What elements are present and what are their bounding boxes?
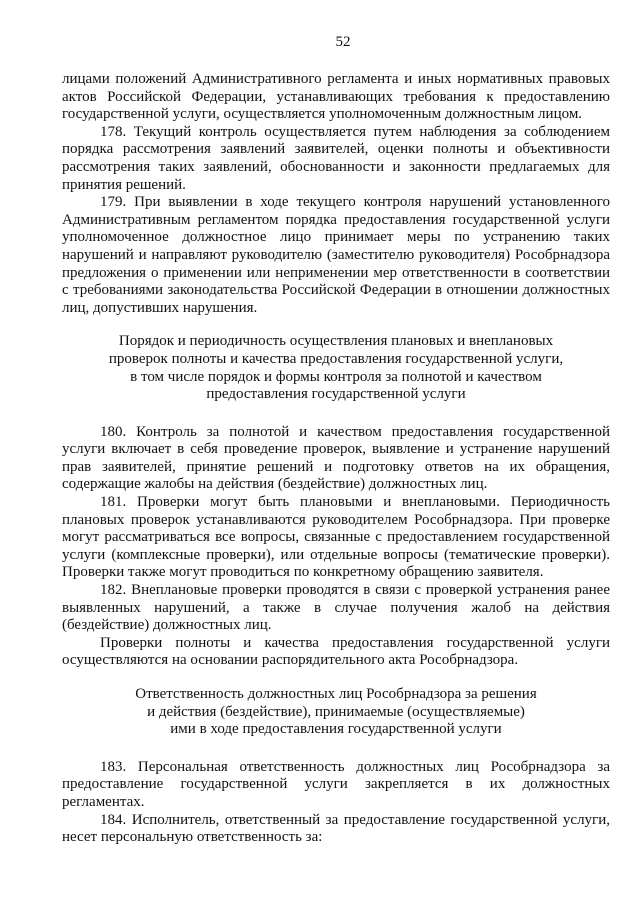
paragraph-181: 181. Проверки могут быть плановыми и внеплановыми. Периодичность плановых проверок устанавливаются руководителем Рособрнадзора. При проверке могут рассматриваться все вопросы, связанные с предоставлением государственной услуги (комплексные проверки), или отдельные вопросы (тематические проверки). Проверки также могут проводиться по конкретному обращению заявителя. (62, 494, 610, 581)
heading-line: Порядок и периодичность осуществления плановых и внеплановых (118, 333, 554, 350)
paragraph-183: 183. Персональная ответственность должностных лиц Рособрнадзора за предоставление государственной услуги закрепляется в их должностных регламентах. (62, 758, 610, 810)
heading-line: в том числе порядок и формы контроля за полнотой и качеством (130, 368, 542, 385)
page-number: 52 (335, 34, 351, 50)
heading-line: Ответственность должностных лиц Рособрнадзора за решения (135, 686, 537, 702)
heading-line: проверок полноты и качества предоставления государственной услуги, (108, 350, 564, 367)
paragraph-184: 184. Исполнитель, ответственный за предоставление государственной услуги, несет персональную ответственность за: (62, 811, 610, 846)
paragraph-inspection-basis: Проверки полноты и качества предоставления государственной услуги осуществляются на основании распорядительного акта Рособрнадзора. (62, 634, 610, 669)
heading-line: ими в ходе предоставления государственной услуги (170, 721, 502, 738)
paragraph-continuation: лицами положений Административного регламента и иных нормативных правовых актов Российской Федерации, устанавливающих требования к предоставлению государственной услуги, осуществляется уполномоченным должностным лицом. (62, 71, 610, 123)
paragraph-178: 178. Текущий контроль осуществляется путем наблюдения за соблюдением порядка рассмотрения заявлений заявителей, оценки полноты и объективности рассмотрения таких заявлений, обоснованности и законности предлагаемых для принятия решений. (62, 123, 610, 193)
paragraph-179: 179. При выявлении в ходе текущего контроля нарушений установленного Административным регламентом порядка предоставления государственной услуги уполномоченное должностное лицо принимает меры по устранению таких нарушений и направляют руководителю (заместителю руководителя) Рособрнадзора предложения о применении или неприменении мер ответственности в соответствии с требованиями законодательства Российской Федерации в отношении должностных лиц, допустивших нарушения. (62, 194, 610, 316)
heading-line: предоставления государственной услуги (206, 386, 466, 403)
paragraph-182: 182. Внеплановые проверки проводятся в связи с проверкой устранения ранее выявленных нарушений, а также в случае получения жалоб на действия (бездействие) должностных лиц. (62, 582, 610, 634)
heading-line: и действия (бездействие), принимаемые (осуществляемые) (147, 703, 525, 720)
paragraph-180: 180. Контроль за полнотой и качеством предоставления государственной услуги включает в себя проведение проверок, выявление и устранение нарушений прав заявителей, принятие решений и подготовку ответов на их обращения, содержащие жалобы на действия (бездействие) должностных лиц. (62, 423, 610, 493)
section-heading-inspections (62, 333, 610, 403)
section-heading-responsibility (62, 686, 610, 739)
